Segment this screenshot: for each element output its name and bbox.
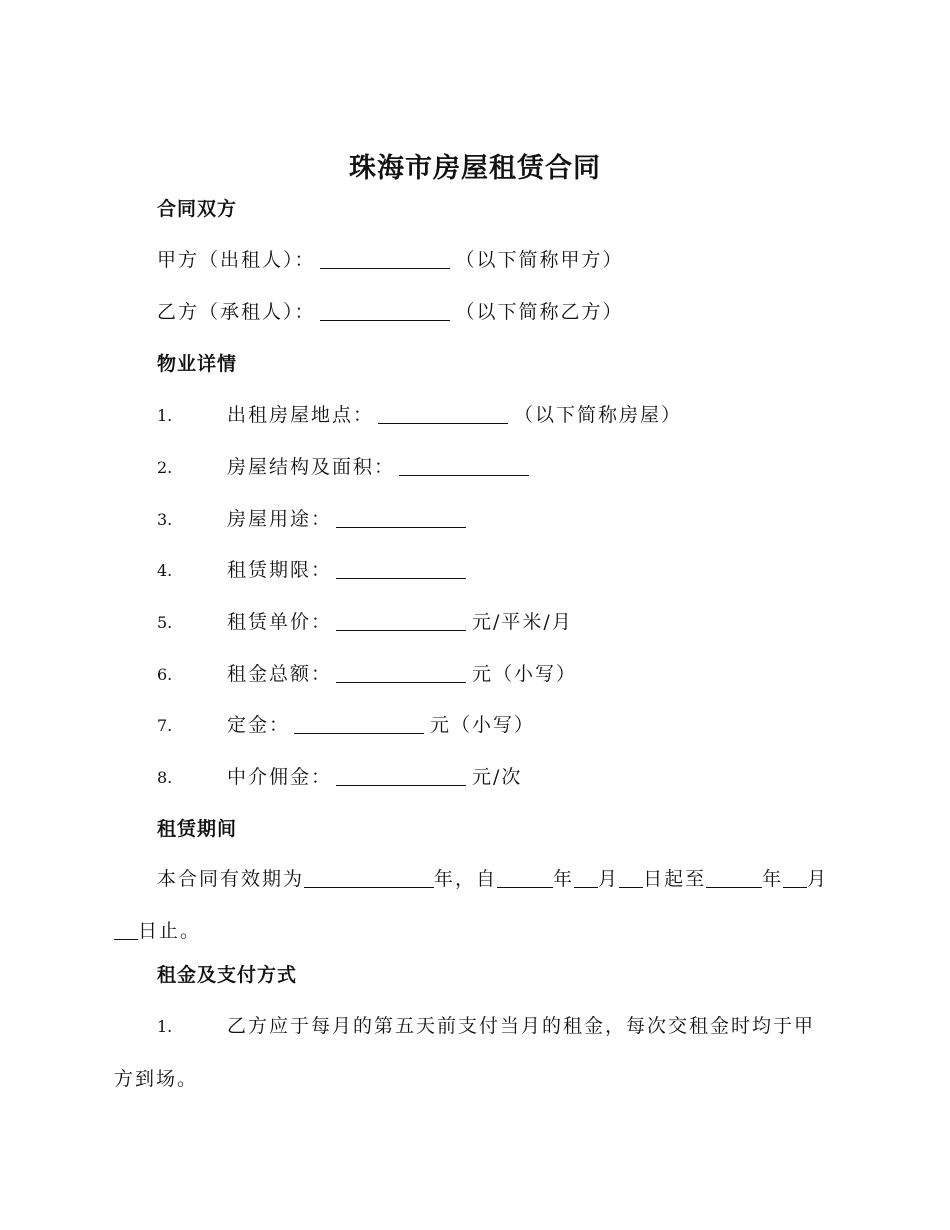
end-day-blank[interactable] xyxy=(114,919,138,940)
lessee-line xyxy=(157,297,624,324)
item-number: 4. xyxy=(157,561,173,580)
property-item xyxy=(157,607,573,634)
property-item xyxy=(157,710,535,737)
term-text: 年 xyxy=(553,868,575,890)
item-label: 出租房屋地点： xyxy=(227,404,375,426)
item-suffix: 元（小写） xyxy=(472,663,578,685)
item-number: 3. xyxy=(157,510,173,529)
start-year-blank[interactable] xyxy=(497,867,553,888)
item-label: 房屋用途： xyxy=(227,508,333,530)
heading-term: 租赁期间 xyxy=(157,818,238,840)
item-label: 租赁期限： xyxy=(227,559,333,581)
item-suffix: 元/次 xyxy=(472,766,523,788)
item-blank[interactable] xyxy=(336,765,466,786)
item-label: 中介佣金： xyxy=(227,766,333,788)
lessee-suffix: （以下简称乙方） xyxy=(455,301,624,323)
lessor-line xyxy=(157,245,624,272)
item-number: 8. xyxy=(157,768,173,787)
item-blank[interactable] xyxy=(294,713,424,734)
item-number: 5. xyxy=(157,613,173,632)
term-text: 月 xyxy=(598,868,620,890)
item-label: 房屋结构及面积： xyxy=(227,456,396,478)
term-paragraph xyxy=(114,853,834,957)
item-number: 7. xyxy=(157,716,173,735)
item-blank[interactable] xyxy=(399,455,529,476)
lessor-blank[interactable] xyxy=(320,248,450,269)
property-item xyxy=(157,452,535,479)
property-item xyxy=(157,504,472,531)
term-text: 年 xyxy=(762,868,784,890)
item-number: 6. xyxy=(157,665,173,684)
term-text: 日起至 xyxy=(643,868,707,890)
property-item xyxy=(157,762,522,789)
start-month-blank[interactable] xyxy=(574,867,598,888)
item-blank[interactable] xyxy=(336,610,466,631)
item-label: 租金总额： xyxy=(227,663,333,685)
term-text: 本合同有效期为 xyxy=(157,868,305,890)
item-blank[interactable] xyxy=(336,558,466,579)
property-item xyxy=(157,400,682,427)
property-item xyxy=(157,555,472,582)
property-item xyxy=(157,659,577,686)
item-number: 2. xyxy=(157,458,173,477)
item-blank[interactable] xyxy=(336,507,466,528)
end-year-blank[interactable] xyxy=(706,867,762,888)
payment-item-number: 1. xyxy=(157,1017,173,1036)
item-blank[interactable] xyxy=(336,662,466,683)
item-suffix: 元/平米/月 xyxy=(472,611,573,633)
item-suffix: （以下简称房屋） xyxy=(514,404,683,426)
item-blank[interactable] xyxy=(378,403,508,424)
lessee-blank[interactable] xyxy=(320,300,450,321)
item-suffix: 元（小写） xyxy=(430,714,536,736)
end-month-placeholder[interactable] xyxy=(783,867,807,888)
lessor-suffix: （以下简称甲方） xyxy=(455,249,624,271)
heading-payment: 租金及支付方式 xyxy=(157,964,298,986)
term-text: 月 xyxy=(807,868,829,890)
lessor-label: 甲方（出租人）： xyxy=(157,249,316,271)
start-day-blank[interactable] xyxy=(619,867,643,888)
lessee-label: 乙方（承租人）： xyxy=(157,301,316,323)
heading-parties: 合同双方 xyxy=(157,198,238,220)
item-label: 租赁单价： xyxy=(227,611,333,633)
item-label: 定金： xyxy=(227,714,291,736)
item-number: 1. xyxy=(157,406,173,425)
term-years-blank[interactable] xyxy=(304,867,434,888)
term-text: 日止。 xyxy=(138,920,202,942)
payment-text: 乙方应于每月的第五天前支付当月的租金，每次交租金时均于甲方到场。 xyxy=(114,1015,816,1090)
term-text: 年，自 xyxy=(434,868,498,890)
heading-property: 物业详情 xyxy=(157,353,238,375)
payment-paragraph xyxy=(114,1000,834,1105)
document-title: 珠海市房屋租赁合同 xyxy=(349,153,601,184)
